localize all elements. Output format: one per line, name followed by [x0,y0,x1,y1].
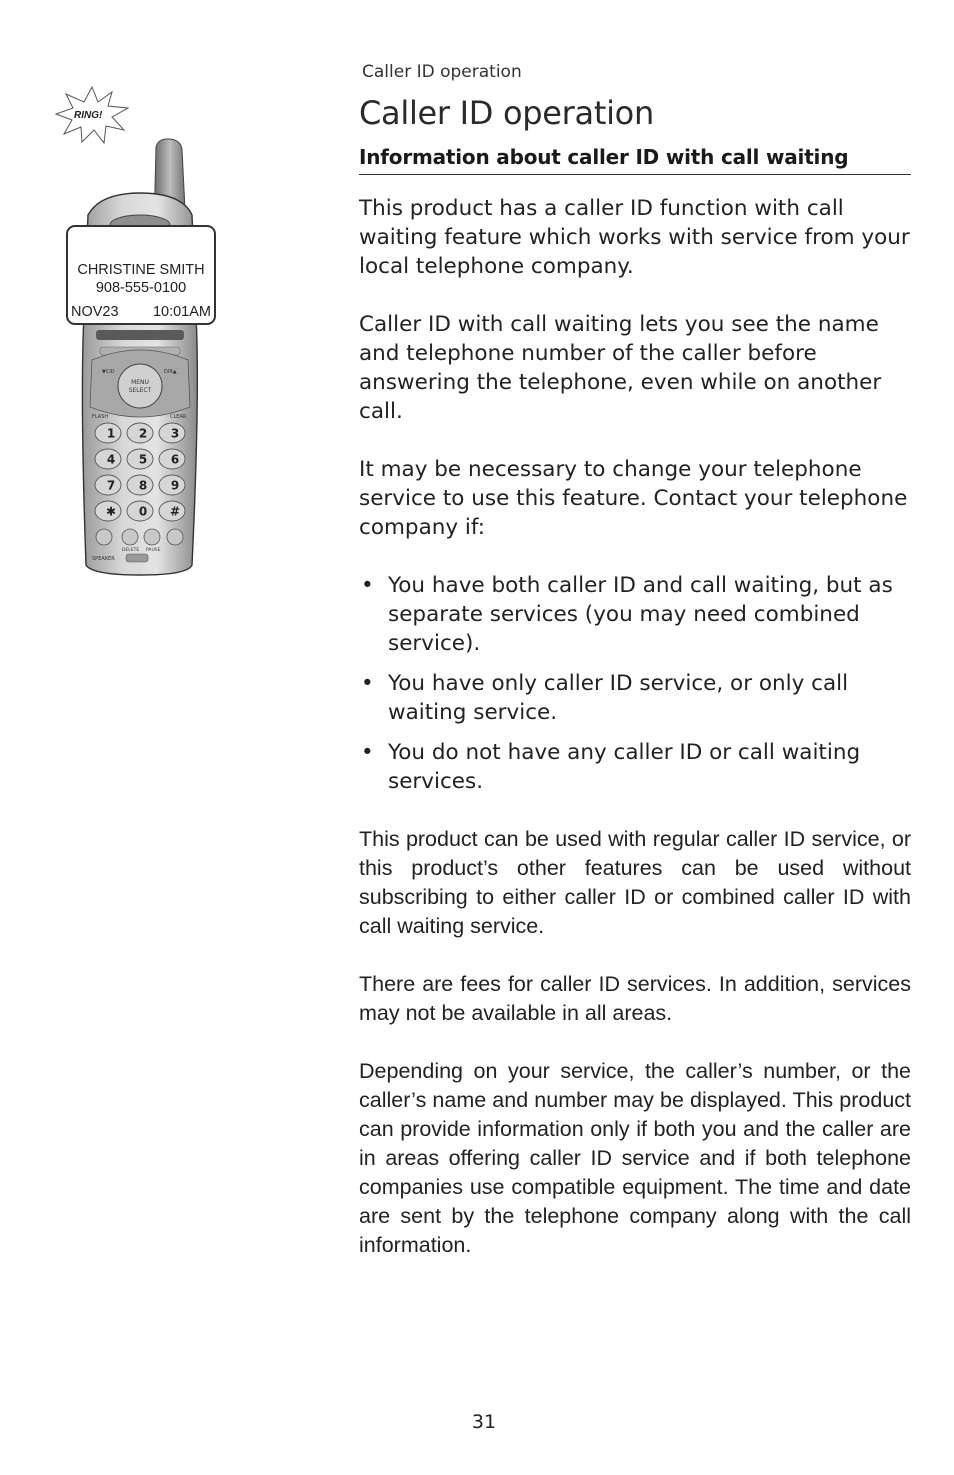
caller-name: CHRISTINE SMITH [77,262,205,278]
bullet-icon: • [361,573,374,598]
body-column [359,194,911,1289]
delete-label: DELETE [122,548,140,553]
keypad-key-label: 8 [138,478,148,493]
paragraph: Depending on your service, the caller’s number, or the caller’s name and number may be displayed. This product can provide information only if both you and the caller are in areas offering caller ID service and if both telephone companies use compatible equipment. The time and date are sent by the telephone company along with the call information. [359,1059,911,1257]
list-item: • You have both caller ID and call waiting, but as separate services (you may need combined service). [361,573,893,656]
keypad-key-label: 1 [106,426,116,441]
select-label: SELECT [128,387,152,394]
speaker-label: SPEAKER [92,556,115,562]
bullet-icon: • [361,740,374,765]
paragraph: This product can be used with regular caller ID service, or this product’s other features can be used without subscribing to either caller ID or combined caller ID with call waiting service. [359,827,911,938]
call-date: NOV23 [71,304,119,320]
call-time: 10:01AM [152,304,211,320]
keypad-key-label: # [169,504,181,519]
keypad-key-label: 2 [138,426,148,441]
caller-number: 908-555-0100 [95,280,187,296]
paragraph: There are fees for caller ID services. In addition, services may not be available in all areas. [359,972,911,1025]
keypad-key-label: 4 [106,452,116,467]
keypad-key-label: 0 [138,504,148,519]
page-title: Caller ID operation [359,94,654,132]
menu-label: MENU [131,379,149,386]
bullet-icon: • [361,671,374,696]
keypad-key-label: 7 [106,478,116,493]
keypad-key-label: 3 [170,426,180,441]
bullet-list [359,571,911,796]
running-head: Caller ID operation [362,62,522,82]
page-number: 31 [471,1411,497,1433]
paragraph: This product has a caller ID function with call waiting feature which works with service from your local telephone company. [359,196,910,279]
keypad-key-label: 5 [138,452,148,467]
section-heading: Information about caller ID with call waiting [359,145,911,175]
handset-illustration [60,135,220,580]
paragraph: It may be necessary to change your telephone service to use this feature. Contact your telephone company if: [359,457,908,540]
keypad-key-label: ✱ [105,504,117,519]
pause-label: PAUSE [146,548,161,553]
caller-id-display [66,225,216,325]
flash-label: FLASH [92,414,109,420]
keypad-key-label: 6 [170,452,180,467]
list-item: • You do not have any caller ID or call waiting services. [361,740,861,794]
keypad-key-label: 9 [170,478,180,493]
dir-label: DIR▲ [164,369,177,375]
list-item: • You have only caller ID service, or only call waiting service. [361,671,849,725]
ring-label: RING! [74,110,103,121]
clear-label: CLEAR [170,414,187,420]
cid-label: ▼CID [102,369,115,375]
paragraph: Caller ID with call waiting lets you see the name and telephone number of the caller before answering the telephone, even while on another call. [359,312,882,424]
